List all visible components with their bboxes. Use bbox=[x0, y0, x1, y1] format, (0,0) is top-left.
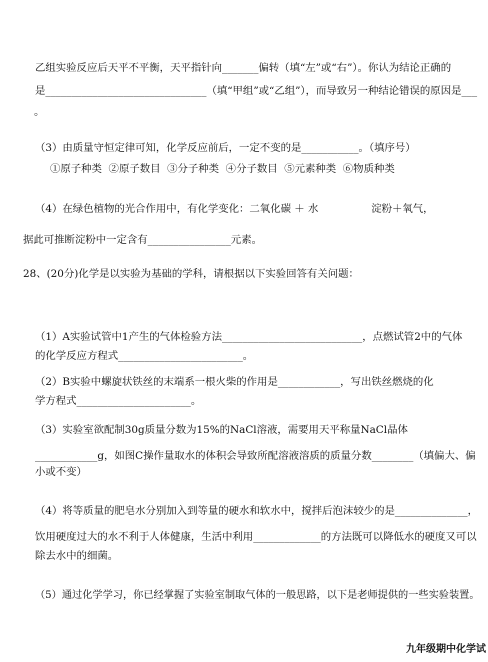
text-line-11: （2）B实验中螺旋状铁丝的末端系一根火柴的作用是____________，写出铁丝燃烧的化 bbox=[35, 376, 434, 388]
text-line-16: （4）将等质量的肥皂水分别加入到等量的硬水和软水中，搅拌后泡沫较少的是______________， bbox=[35, 505, 479, 517]
text-line-7: 据此可推断淀粉中一定含有________________元素。 bbox=[23, 234, 262, 246]
text-line-3: 。 bbox=[34, 106, 45, 118]
text-line-5: ①原子种类 ②原子数目 ③分子种类 ④分子数目 ⑤元素种类 ⑥物质种类 bbox=[50, 163, 395, 175]
text-line-10: 的化学反应方程式________________________。 bbox=[35, 350, 254, 362]
page-footer: 九年级期中化学试 bbox=[406, 644, 486, 655]
text-line-4: （3）由质量守恒定律可知，化学反应前后，一定不变的是___________。（填序号） bbox=[35, 142, 416, 154]
text-line-2: 是_______________________________（填“甲组”或“乙组”），而导致另一种结论错误的原因是___ bbox=[35, 85, 478, 97]
text-line-9: （1）A实验试管中1产生的气体检验方法___________________________，点燃试管2中的气体 bbox=[35, 331, 463, 343]
text-line-15: 小或不变） bbox=[35, 466, 87, 478]
text-line-19: （5）通过化学学习，你已经掌握了实验室制取气体的一般思路，以下是老师提供的一些实验装置。 bbox=[35, 590, 480, 601]
text-line-17: 饮用硬度过大的水不利于人体健康，生活中利用_____________的方法既可以降低水的硬度又可以 bbox=[35, 531, 477, 543]
text-line-13: （3）实验室欲配制30g质量分数为15%的NaCl溶液，需要用天平称量NaCl晶体 bbox=[35, 424, 408, 436]
text-line-12: 学方程式______________________。 bbox=[35, 395, 202, 407]
text-line-18: 除去水中的细菌。 bbox=[35, 550, 119, 562]
text-line-6: （4）在绿色植物的光合作用中，有化学变化：二氧化碳 ＋ 水 淀粉＋氧气， bbox=[35, 203, 434, 215]
text-line-1: 乙组实验反应后天平不平衡，天平指针向_______偏转（填“左”或“右”）。你认为结论正确的 bbox=[35, 62, 452, 74]
text-line-8: 28、(20分)化学是以实验为基础的学科，请根据以下实验回答有关问题： bbox=[23, 268, 359, 280]
text-line-14: ____________g，如图C操作量取水的体积会导致所配溶液溶质的质量分数________（填偏大、偏 bbox=[35, 450, 476, 462]
